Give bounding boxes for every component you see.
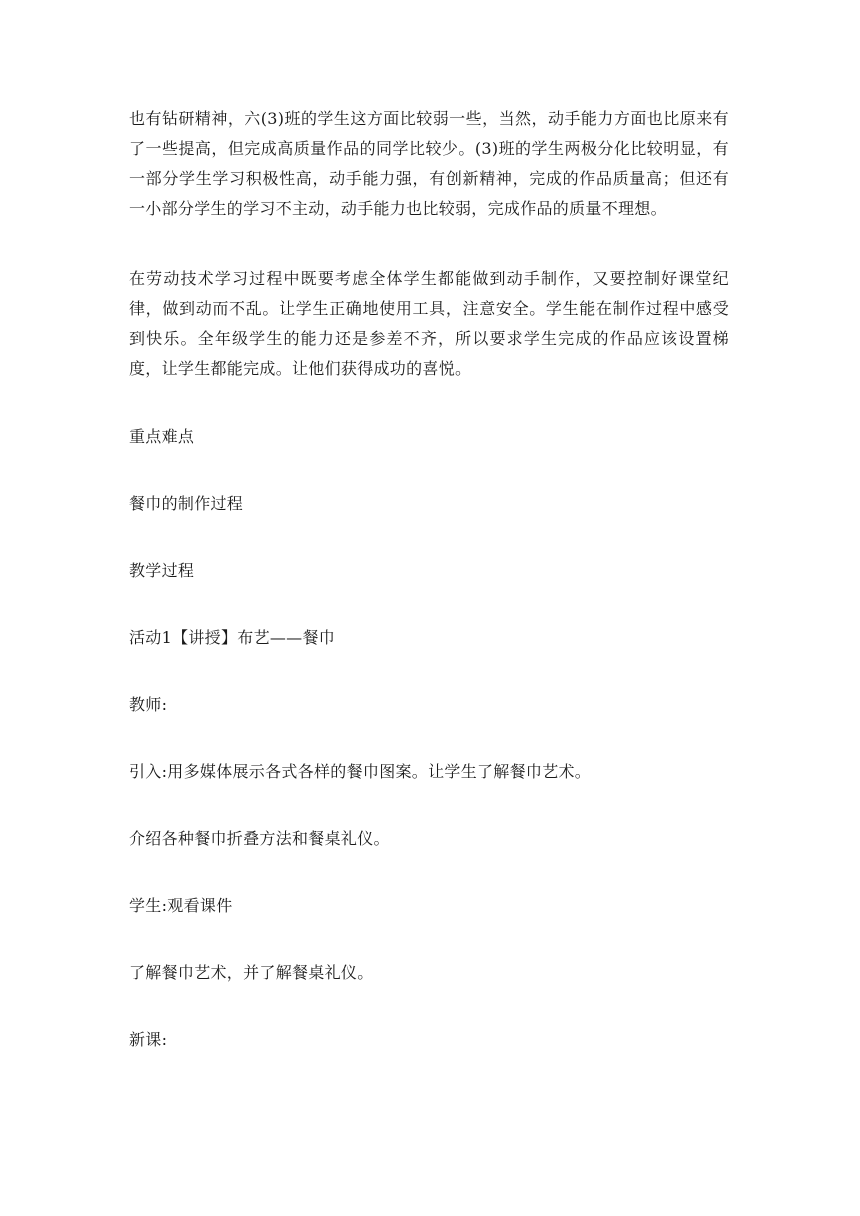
student-label: 学生:观看课件	[129, 896, 233, 915]
document-page	[129, 104, 729, 1055]
paragraph-teaching-considerations: 在劳动技术学习过程中既要考虑全体学生都能做到动手制作，又要控制好课堂纪律，做到动而不乱。让学生正确地使用工具，注意安全。学生能在制作过程中感受到快乐。全年级学生的能力还是参差不齐，所以要求学生完成的作品应该设置梯度，让学生都能完成。让他们获得成功的喜悦。	[129, 269, 729, 378]
new-lesson-label: 新课:	[129, 1030, 168, 1049]
heading-teaching-process: 教学过程	[129, 561, 195, 580]
heading-key-points: 重点难点	[129, 427, 195, 446]
intro-text: 引入:用多媒体展示各式各样的餐巾图案。让学生了解餐巾艺术。	[129, 762, 592, 781]
teacher-label: 教师:	[129, 695, 168, 714]
text-key-points: 餐巾的制作过程	[129, 494, 244, 513]
folding-text: 介绍各种餐巾折叠方法和餐桌礼仪。	[129, 829, 390, 848]
activity-title: 活动1【讲授】布艺——餐巾	[129, 628, 336, 647]
paragraph-class-analysis: 也有钻研精神，六(3)班的学生这方面比较弱一些，当然，动手能力方面也比原来有了一些提高，但完成高质量作品的同学比较少。(3)班的学生两极分化比较明显，有一部分学生学习积极性高，动手能力强，有创新精神，完成的作品质量高；但还有一小部分学生的学习不主动，动手能力也比较弱，完成作品的质量不理想。	[129, 109, 729, 218]
student-text: 了解餐巾艺术，并了解餐桌礼仪。	[129, 963, 374, 982]
